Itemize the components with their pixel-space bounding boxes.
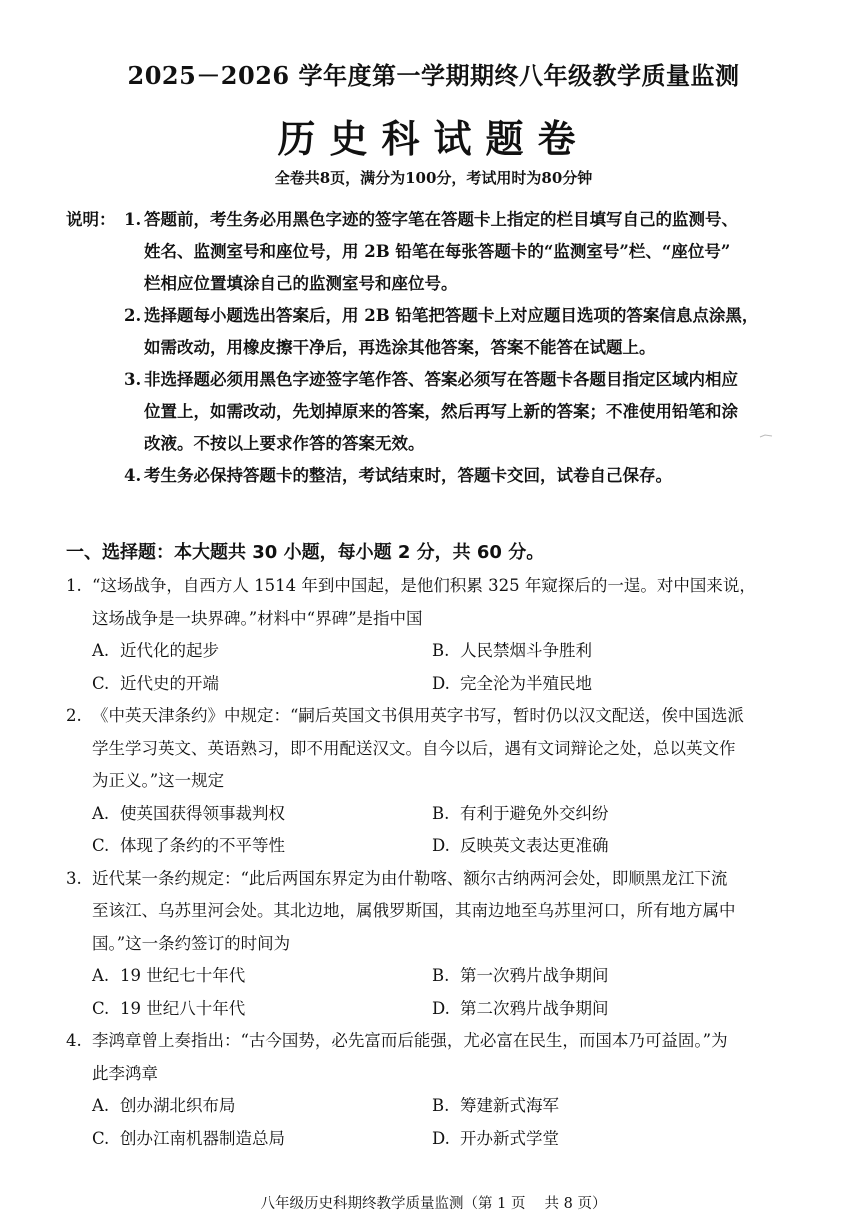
option-text: 近代化的起步: [120, 641, 219, 660]
option-text: 体现了条约的不平等性: [120, 836, 285, 855]
option-text: 近代史的开端: [120, 673, 219, 693]
instruction-line: 考生务必保持答题卡的整洁，考试结束时，答题卡交回，试卷自己保存。: [144, 466, 672, 485]
exam-title: 2025－2026 学年度第一学期期终八年级教学质量监测: [127, 61, 740, 90]
question: [66, 1025, 816, 1155]
option-d: [432, 1123, 772, 1156]
instruction-item: [66, 204, 826, 236]
instruction-item: [66, 460, 826, 492]
instructions: [66, 204, 826, 492]
option-letter: C.: [92, 1128, 110, 1148]
option-letter: D.: [432, 998, 450, 1018]
question-stem-line: 此李鸿章: [92, 1063, 158, 1083]
exam-info: 全卷共8页，满分为100分，考试用时为80分钟: [274, 169, 593, 187]
option-text: 有利于避免外交纠纷: [460, 803, 609, 823]
option-text: 第一次鸦片战争期间: [460, 966, 609, 985]
question-stem-line: 学生学习英文、英语熟习，即不用配送汉文。自今以后，遇有文词辩论之处，总以英文作: [92, 738, 736, 758]
question: [66, 700, 816, 863]
options: [66, 798, 816, 863]
instruction-number: 3.: [124, 370, 142, 389]
question-number: 3.: [66, 868, 82, 888]
instruction-line: 如需改动，用橡皮擦干净后，再选涂其他答案，答案不能答在试题上。: [144, 338, 656, 357]
instruction-line: 选择题每小题选出答案后，用 2B 铅笔把答题卡上对应题目选项的答案信息点涂黑，: [144, 306, 759, 325]
option-d: [432, 993, 772, 1026]
option-c: [92, 1123, 432, 1156]
option-letter: B.: [432, 966, 450, 985]
question: [66, 570, 816, 700]
options: [66, 960, 816, 1025]
option-d: [432, 668, 772, 701]
options: [66, 635, 816, 700]
instruction-line: 改液。不按以上要求作答的答案无效。: [144, 434, 425, 453]
question: [66, 863, 816, 1026]
question-stem-line: 这场战争是一块界碑。”材料中“界碑”是指中国: [92, 608, 423, 628]
option-letter: A.: [92, 966, 110, 985]
scan-smudge-mark: [759, 433, 773, 439]
option-letter: A.: [92, 641, 110, 660]
option-letter: C.: [92, 998, 110, 1018]
option-b: [432, 1090, 772, 1123]
question-list: [66, 570, 816, 1155]
option-text: 反映英文表达更准确: [460, 836, 609, 855]
question-number: 4.: [66, 1031, 82, 1050]
section-title: 一、选择题：本大题共 30 小题，每小题 2 分，共 60 分。: [66, 542, 545, 563]
options: [66, 1090, 816, 1155]
option-letter: B.: [432, 641, 450, 660]
option-c: [92, 993, 432, 1026]
instruction-line: 姓名、监测室号和座位号，用 2B 铅笔在每张答题卡的“监测室号”栏、“座位号”: [144, 242, 731, 261]
instruction-line: 栏相应位置填涂自己的监测室号和座位号。: [144, 274, 458, 293]
option-a: [92, 798, 432, 831]
option-text: 筹建新式海军: [460, 1096, 559, 1115]
instruction-number: 2.: [124, 306, 142, 325]
question-stem-line: 近代某一条约规定：“此后两国东界定为由什勒喀、额尔古纳两河会处，即顺黑龙江下流: [92, 868, 728, 888]
option-text: 19 世纪八十年代: [120, 998, 246, 1018]
option-a: [92, 960, 432, 993]
instruction-line: 答题前，考生务必用黑色字迹的签字笔在答题卡上指定的栏目填写自己的监测号、: [144, 210, 738, 229]
option-letter: C.: [92, 836, 110, 855]
option-b: [432, 960, 772, 993]
option-letter: D.: [432, 1128, 450, 1148]
option-letter: D.: [432, 836, 450, 855]
option-letter: B.: [432, 1096, 450, 1115]
option-letter: A.: [92, 803, 110, 823]
question-stem-line: “这场战争，自西方人 1514 年到中国起，是他们积累 325 年窥探后的一逞。对中国来说，: [92, 576, 756, 595]
option-b: [432, 635, 772, 668]
option-c: [92, 830, 432, 863]
option-text: 19 世纪七十年代: [120, 966, 246, 985]
instruction-line: 位置上，如需改动，先划掉原来的答案，然后再写上新的答案；不准使用铅笔和涂: [144, 402, 738, 421]
option-text: 人民禁烟斗争胜利: [460, 641, 592, 660]
option-b: [432, 798, 772, 831]
instructions-label: 说明：: [66, 210, 116, 229]
question-number: 2.: [66, 706, 82, 725]
question-number: 1.: [66, 576, 82, 595]
question-stem-line: 至该江、乌苏里河会处。其北边地，属俄罗斯国，其南边地至乌苏里河口，所有地方属中: [92, 901, 736, 920]
instruction-item: [66, 364, 826, 396]
option-a: [92, 635, 432, 668]
option-c: [92, 668, 432, 701]
option-letter: A.: [92, 1096, 110, 1115]
question-stem-line: 为正义。”这一规定: [92, 771, 225, 790]
option-letter: B.: [432, 803, 450, 823]
option-text: 创办湖北织布局: [120, 1096, 236, 1115]
question-stem-line: 国。”这一条约签订的时间为: [92, 933, 291, 953]
instruction-item: [66, 300, 826, 332]
option-text: 第二次鸦片战争期间: [460, 998, 609, 1018]
instruction-number: 4.: [124, 466, 142, 485]
instruction-number: 1.: [124, 210, 142, 229]
option-text: 完全沦为半殖民地: [460, 673, 592, 693]
option-text: 开办新式学堂: [460, 1128, 559, 1148]
paper-title: 历史科试题卷: [277, 116, 590, 161]
option-a: [92, 1090, 432, 1123]
option-letter: C.: [92, 673, 110, 693]
option-letter: D.: [432, 673, 450, 693]
option-d: [432, 830, 772, 863]
question-stem-line: 李鸿章曾上奏指出：“古今国势，必先富而后能强，尤必富在民生，而国本乃可益固。”为: [92, 1031, 728, 1050]
question-stem-line: 《中英天津条约》中规定：“嗣后英国文书俱用英字书写，暂时仍以汉文配送，俟中国选派: [92, 706, 744, 725]
page-footer: 八年级历史科期终教学质量监测（第 1 页 共 8 页）: [260, 1196, 607, 1212]
option-text: 创办江南机器制造总局: [120, 1128, 285, 1148]
option-text: 使英国获得领事裁判权: [120, 803, 285, 823]
instruction-line: 非选择题必须用黑色字迹签字笔作答、答案必须写在答题卡各题目指定区域内相应: [144, 370, 738, 389]
